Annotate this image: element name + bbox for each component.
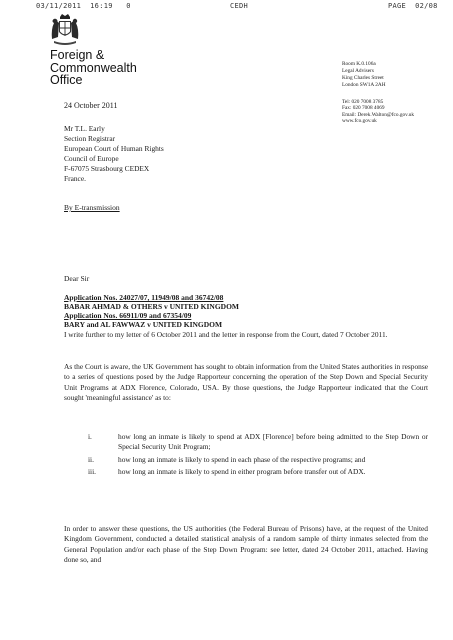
fco-line-1: Foreign & xyxy=(50,48,105,62)
contact-email: Email: Derek.Walton@fco.gov.uk xyxy=(342,111,415,118)
contact-tel: Tel: 020 7008 3785 xyxy=(342,99,384,105)
fax-header-sender: CEDH xyxy=(230,2,249,10)
recipient-line: France. xyxy=(64,174,86,183)
address-line: Room K.0.106a xyxy=(342,61,376,67)
list-item-text: how long an inmate is likely to spend in each phase of the respective programs; and xyxy=(118,454,366,464)
list-item-number: i. xyxy=(88,432,92,441)
fax-header-timestamp: 03/11/2011 16:19 0 xyxy=(36,2,131,10)
contact-fax: Fax: 020 7008 4069 xyxy=(342,105,385,112)
list-item-number: iii. xyxy=(88,467,97,477)
salutation: Dear Sir xyxy=(64,274,90,283)
sender-contact xyxy=(342,99,414,124)
recipient-line: Section Registrar xyxy=(64,134,116,143)
contact-website: www.fco.gov.uk xyxy=(342,117,377,124)
fco-line-2: Commonwealth xyxy=(50,60,137,75)
list-item xyxy=(64,432,428,452)
address-line: King Charles Street xyxy=(342,74,384,81)
transmission-method: By E-transmission xyxy=(64,203,120,212)
body-paragraph: In order to answer these questions, the US authorities (the Federal Bureau of Prisons) have, at the request of the United Kingdom Government, conducted a detailed statistical analysis of a random sample of thirty inmates selected from the General Population and/or each phase of the Step Down Program: see letter, dated 24 October 2011, attached. Having done so, and xyxy=(64,524,428,564)
question-list xyxy=(64,432,428,480)
case-title: BARY and AL FAWWAZ v UNITED KINGDOM xyxy=(64,320,223,329)
case-application-numbers: Application Nos. 24027/07, 11949/08 and 36742/08 xyxy=(64,293,224,302)
body-paragraph: I write further to my letter of 6 October 2011 and the letter in response from the Court, dated 7 October 2011. xyxy=(64,330,388,339)
sender-address xyxy=(342,61,386,89)
letter-date: 24 October 2011 xyxy=(64,101,118,110)
royal-coat-of-arms-icon xyxy=(50,13,80,47)
list-item-number: ii. xyxy=(88,454,94,464)
list-item-text: how long an inmate is likely to spend at ADX [Florence] before being admitted to the Step Down or Special Security Unit Program; xyxy=(118,432,428,451)
recipient-line: European Court of Human Rights xyxy=(64,144,164,153)
address-line: Legal Advisers xyxy=(342,67,374,74)
recipient-line: Mr T.L. Early xyxy=(64,124,105,133)
list-item-text: how long an inmate is likely to spend in either program before transfer out of ADX. xyxy=(118,467,366,477)
case-application-numbers: Application Nos. 66911/09 and 67354/09 xyxy=(64,311,192,320)
recipient-line: F-67075 Strasbourg CEDEX xyxy=(64,164,150,173)
body-paragraph: As the Court is aware, the UK Government has sought to obtain information from the United States authorities in response to a series of questions posed by the Judge Rapporteur concerning the operation of the Step Down and Special Security Unit Programs at ADX Florence, Colorado, USA. By those questions, the Judge Rapporteur indicated that the Court sought 'meaningful assistance' as to: xyxy=(64,362,428,402)
case-reference xyxy=(64,293,239,329)
case-title: BABAR AHMAD & OTHERS v UNITED KINGDOM xyxy=(64,302,240,311)
recipient-line: Council of Europe xyxy=(64,154,119,163)
fco-line-3: Office xyxy=(50,73,83,87)
fco-logotype xyxy=(50,49,137,87)
list-item xyxy=(64,467,428,477)
address-line: London SW1A 2AH xyxy=(342,81,386,88)
fax-header-page: PAGE 02/08 xyxy=(388,2,438,10)
list-item xyxy=(64,455,428,465)
recipient-address xyxy=(64,124,164,184)
